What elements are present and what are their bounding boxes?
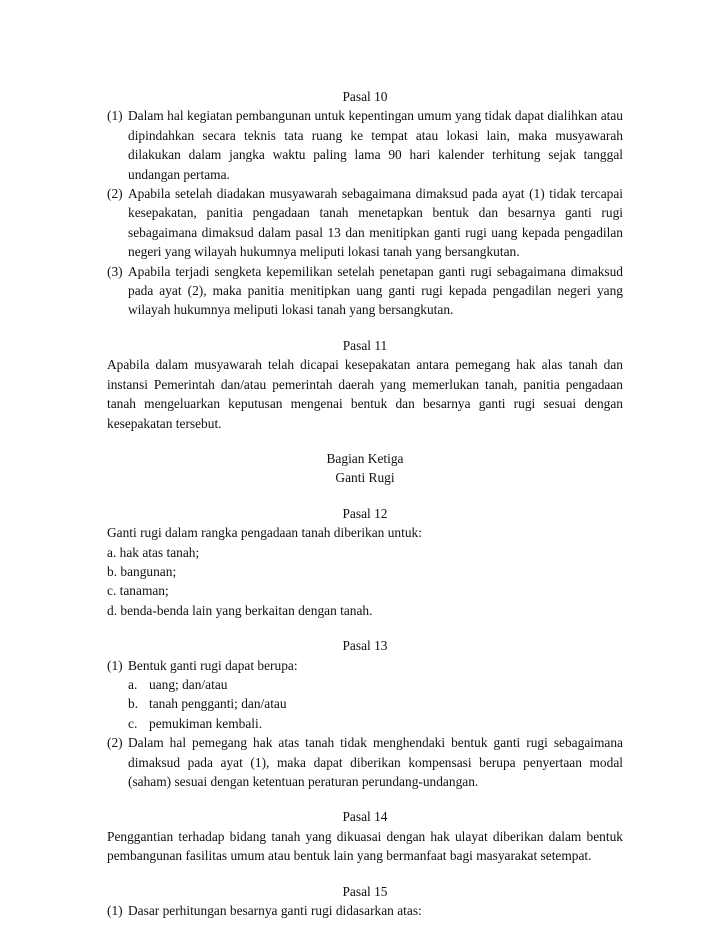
pasal-10-item-1 — [107, 106, 623, 184]
pasal-13-item-1 — [107, 656, 623, 675]
pasal-13-subitem-b — [107, 694, 623, 713]
item-number: (2) — [107, 186, 123, 202]
pasal-15-heading: Pasal 15 — [342, 883, 388, 899]
pasal-14-heading: Pasal 14 — [342, 809, 388, 825]
pasal-13-subitem-c — [107, 714, 623, 733]
item-text: Dalam hal kegiatan pembangunan untuk kepentingan umum yang tidak dapat dialihkan atau dipindahkan secara teknis tata ruang ke tempat atau lokasi lain, maka musyawarah dilakukan dalam jangka waktu paling lama 90 hari kalender terhitung sejak tanggal undangan pertama. — [128, 108, 623, 182]
pasal-12-item-d: d. benda-benda lain yang berkaitan dengan tanah. — [107, 602, 373, 618]
pasal-12-item-c: c. tanaman; — [107, 583, 169, 599]
pasal-14-paragraph: Penggantian terhadap bidang tanah yang dikuasai dengan hak ulayat diberikan dalam bentuk pembangunan fasilitas umum atau bentuk lain yang bermanfaat bagi masyarakat setempat. — [107, 828, 623, 864]
item-text: Apabila terjadi sengketa kepemilikan setelah penetapan ganti rugi sebagaimana dimaksud pada ayat (2), maka panitia menitipkan uang ganti rugi kepada pengadilan negeri yang wilayah hukumnya meliputi lokasi tanah yang bersangkutan. — [128, 263, 623, 318]
pasal-10-list — [107, 106, 623, 319]
item-text: Dalam hal pemegang hak atas tanah tidak menghendaki bentuk ganti rugi sebagaimana dimaksud pada ayat (1), maka dapat diberikan kompensasi berupa penyertaan modal (saham) sesuai dengan ketentuan peraturan perundang-undangan. — [128, 735, 623, 789]
item-number: (3) — [107, 263, 123, 279]
pasal-15-item-1 — [107, 901, 623, 920]
item-text: Dasar perhitungan besarnya ganti rugi didasarkan atas: — [128, 903, 422, 919]
pasal-12-intro: Ganti rugi dalam rangka pengadaan tanah diberikan untuk: — [107, 525, 422, 541]
pasal-10-item-3 — [107, 262, 623, 320]
pasal-10-item-2 — [107, 184, 623, 262]
subitem-text: uang; dan/atau — [149, 676, 228, 692]
pasal-13-item-2 — [107, 733, 623, 791]
pasal-11-paragraph: Apabila dalam musyawarah telah dicapai kesepakatan antara pemegang hak alas tanah dan instansi Pemerintah dan/atau pemerintah daerah yang memerlukan tanah, panitia pengadaan tanah mengeluarkan keputusan mengenai bentuk dan besarnya ganti rugi sesuai dengan kesepakatan tersebut. — [107, 357, 623, 431]
subitem-letter: a. — [128, 676, 138, 692]
subitem-letter: b. — [128, 696, 139, 712]
pasal-13-list — [107, 656, 623, 792]
pasal-13-subitem-a — [107, 675, 623, 694]
item-text: Apabila setelah diadakan musyawarah sebagaimana dimaksud pada ayat (1) tidak tercapai kesepakatan, panitia pengadaan tanah menetapkan bentuk dan besarnya ganti rugi sebagaimana dimaksud dalam pasal 13 dan menitipkan ganti rugi uang kepada pengadilan negeri yang wilayah hukumnya meliputi lokasi tanah yang bersangkutan. — [128, 186, 623, 260]
pasal-12-heading: Pasal 12 — [342, 505, 388, 521]
pasal-12-item-a: a. hak atas tanah; — [107, 544, 200, 560]
document-body — [107, 87, 623, 920]
item-text: Bentuk ganti rugi dapat berupa: — [128, 657, 298, 673]
subitem-text: pemukiman kembali. — [149, 715, 263, 731]
pasal-10-heading: Pasal 10 — [342, 89, 388, 104]
item-number: (1) — [107, 903, 123, 919]
pasal-12-item-b: b. bangunan; — [107, 563, 177, 579]
subitem-letter: c. — [128, 715, 138, 731]
item-number: (1) — [107, 657, 123, 673]
item-number: (2) — [107, 735, 123, 751]
bagian-subheading: Ganti Rugi — [335, 470, 395, 486]
subitem-text: tanah pengganti; dan/atau — [149, 696, 287, 712]
bagian-heading: Bagian Ketiga — [326, 450, 404, 466]
pasal-11-heading: Pasal 11 — [342, 337, 388, 353]
item-number: (1) — [107, 108, 123, 124]
pasal-13-heading: Pasal 13 — [342, 638, 388, 654]
